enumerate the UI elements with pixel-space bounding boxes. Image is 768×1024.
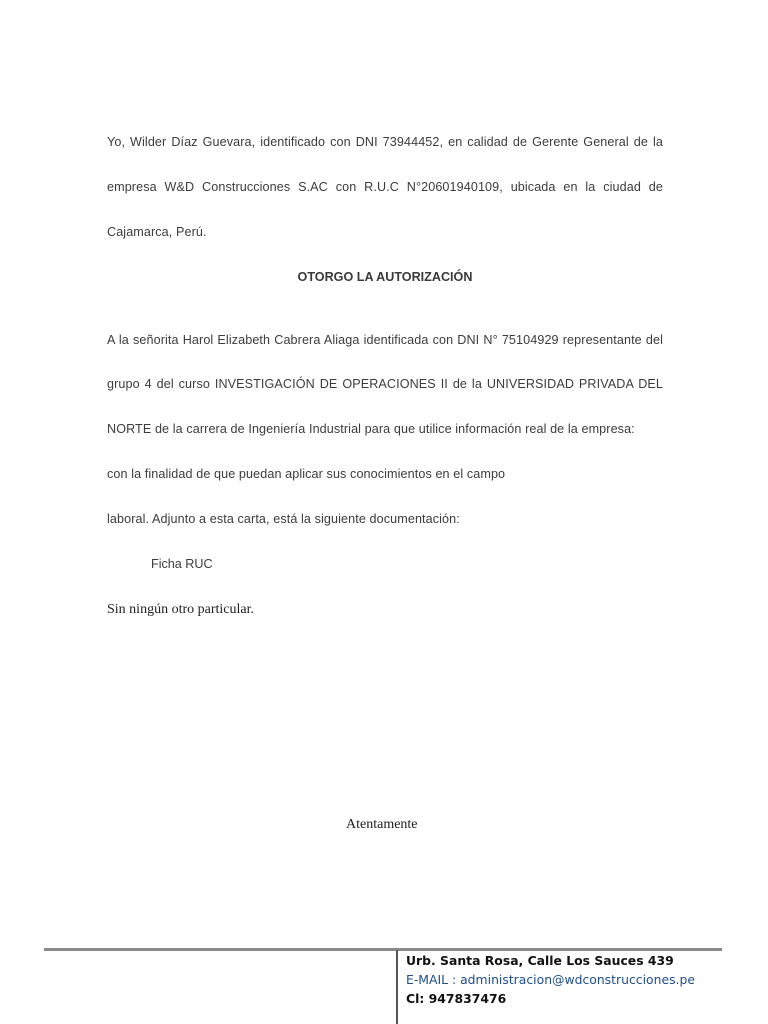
authorization-heading: OTORGO LA AUTORIZACIÓN bbox=[297, 270, 473, 284]
footer-email-row bbox=[406, 972, 695, 987]
closing-line: Sin ningún otro particular. bbox=[107, 602, 254, 617]
paragraph-4: laboral. Adjunto a esta carta, está la siguiente documentación: bbox=[107, 512, 460, 526]
footer-vertical-divider bbox=[396, 950, 398, 1024]
paragraph-1-line-2: empresa W&D Construcciones S.AC con R.U.C N°20601940109, ubicada en la ciudad de bbox=[107, 180, 663, 194]
sign-off: Atentamente bbox=[346, 817, 418, 832]
paragraph-2-line-3: NORTE de la carrera de Ingeniería Industrial para que utilice información real de la empresa: bbox=[107, 422, 635, 436]
footer-divider bbox=[44, 948, 722, 951]
paragraph-2-line-1: A la señorita Harol Elizabeth Cabrera Aliaga identificada con DNI N° 75104929 representante del bbox=[107, 333, 663, 347]
paragraph-1-line-3: Cajamarca, Perú. bbox=[107, 225, 207, 239]
footer-address: Urb. Santa Rosa, Calle Los Sauces 439 bbox=[406, 953, 674, 968]
paragraph-2-line-2: grupo 4 del curso INVESTIGACIÓN DE OPERACIONES II de la UNIVERSIDAD PRIVADA DEL bbox=[107, 377, 663, 391]
paragraph-1-line-1: Yo, Wilder Díaz Guevara, identificado con DNI 73944452, en calidad de Gerente General de la bbox=[107, 135, 663, 149]
email-address: administracion@wdconstrucciones.pe bbox=[460, 972, 695, 987]
attachment-label: Ficha RUC bbox=[151, 557, 213, 571]
email-label: E-MAIL : bbox=[406, 972, 457, 987]
footer-phone: Cl: 947837476 bbox=[406, 991, 507, 1006]
attachment-list-item bbox=[131, 557, 213, 571]
paragraph-3: con la finalidad de que puedan aplicar sus conocimientos en el campo bbox=[107, 467, 506, 481]
